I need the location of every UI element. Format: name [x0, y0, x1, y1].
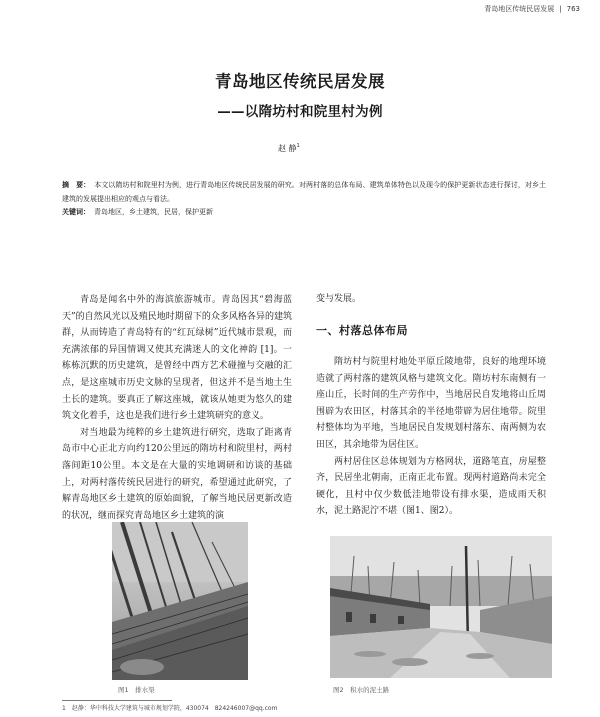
- author-footnote-mark: 1: [296, 143, 300, 149]
- drainage-channel-image: [112, 522, 248, 680]
- author-line: [278, 143, 300, 154]
- body-paragraph: 对当地最为纯粹的乡土建筑进行研究，选取了距离青岛市中心正北方向约120公里远的隋坊村和院里村，两村落间距10公里。本文是在大量的实地调研和访谈的基础上，对两村落传统民居进行的研究，希望通过此研究，了解青岛地区乡土建筑的原始面貌，了解当地民居更新改造的状况，继而探究青岛地区乡土建筑的演: [62, 427, 292, 521]
- figure-1-photo: [112, 522, 248, 680]
- running-header: [484, 4, 580, 14]
- keywords: [62, 206, 546, 218]
- abstract-label: 摘 要：: [62, 181, 91, 189]
- article-subtitle: ——以隋坊村和院里村为例: [217, 104, 383, 120]
- journal-name: 青岛地区传统民居发展: [484, 5, 555, 13]
- keywords-label: 关键词：: [62, 208, 90, 216]
- body-paragraph: 青岛是闻名中外的海滨旅游城市。青岛因其“碧海蓝天”的自然风光以及殖民地时期留下的众多风格各异的建筑群，从而铸造了青岛特有的“红瓦绿树”近代城市景观，而充满浓郁的异国情调又使其充满迷人的文化神韵 [1]。一栋栋沉默的历史建筑，是曾经中西方艺术碰撞与交融的汇点，是这座城市历史文脉的呈现者，但这并不是当地土生土长的建筑。要真正了解这座城，就该从她更为悠久的建筑文化着手，这也是我们进行乡土建筑研究的意义。: [62, 295, 292, 422]
- body-paragraph-continuation: 变与发展。: [316, 294, 362, 304]
- body-paragraph: 隋坊村与院里村地处平原丘陵地带，良好的地理环境造就了两村落的建筑风格与建筑文化。隋坊村东南侧有一座山丘，长时间的生产劳作中，当地居民自发地将山丘周围辟为农田区，村落其余的半径地带辟为居住地带。院里村整体均为平地，当地居民自发规划村落东、南两侧为农田区，其余地带为居住区。: [316, 357, 546, 450]
- figure-1-caption: 图1 排水渠: [118, 686, 155, 694]
- body-right-column-top: [316, 291, 546, 308]
- body-paragraph: 两村居住区总体规划为方格网状，道路笔直，房屋整齐，民居坐北朝南，正南正北布置。现两村道路尚未完全硬化，且村中仅少数低洼地带设有排水渠，造成雨天积水，泥土路泥泞不堪（图1、图2）。: [316, 456, 546, 517]
- footnote: 1 赵静：华中科技大学建筑与城市规划学院，430074 824246007@qq.com: [62, 705, 278, 712]
- muddy-road-image: [330, 536, 552, 678]
- author-name: 赵 静: [278, 144, 297, 153]
- body-right-column: [316, 354, 546, 520]
- keywords-text: 青岛地区，乡土建筑，民居，保护更新: [94, 208, 213, 216]
- section-heading: 一、村落总体布局: [316, 324, 408, 337]
- page-number: 763: [566, 5, 580, 13]
- abstract-text: 本文以隋坊村和院里村为例，进行青岛地区传统民居发展的研究。对两村落的总体布局、建筑单体特色以及现今的保护更新状态进行探讨，对乡土建筑的发展提出相应的观点与看法。: [62, 181, 547, 203]
- abstract: [62, 178, 546, 206]
- figure-2-caption: 图2 积水的泥土路: [333, 686, 390, 694]
- header-separator: |: [559, 5, 562, 13]
- body-left-column: [62, 292, 292, 524]
- footnote-rule: [62, 700, 172, 701]
- figure-2-photo: [330, 536, 552, 678]
- article-title: 青岛地区传统民居发展: [215, 72, 385, 91]
